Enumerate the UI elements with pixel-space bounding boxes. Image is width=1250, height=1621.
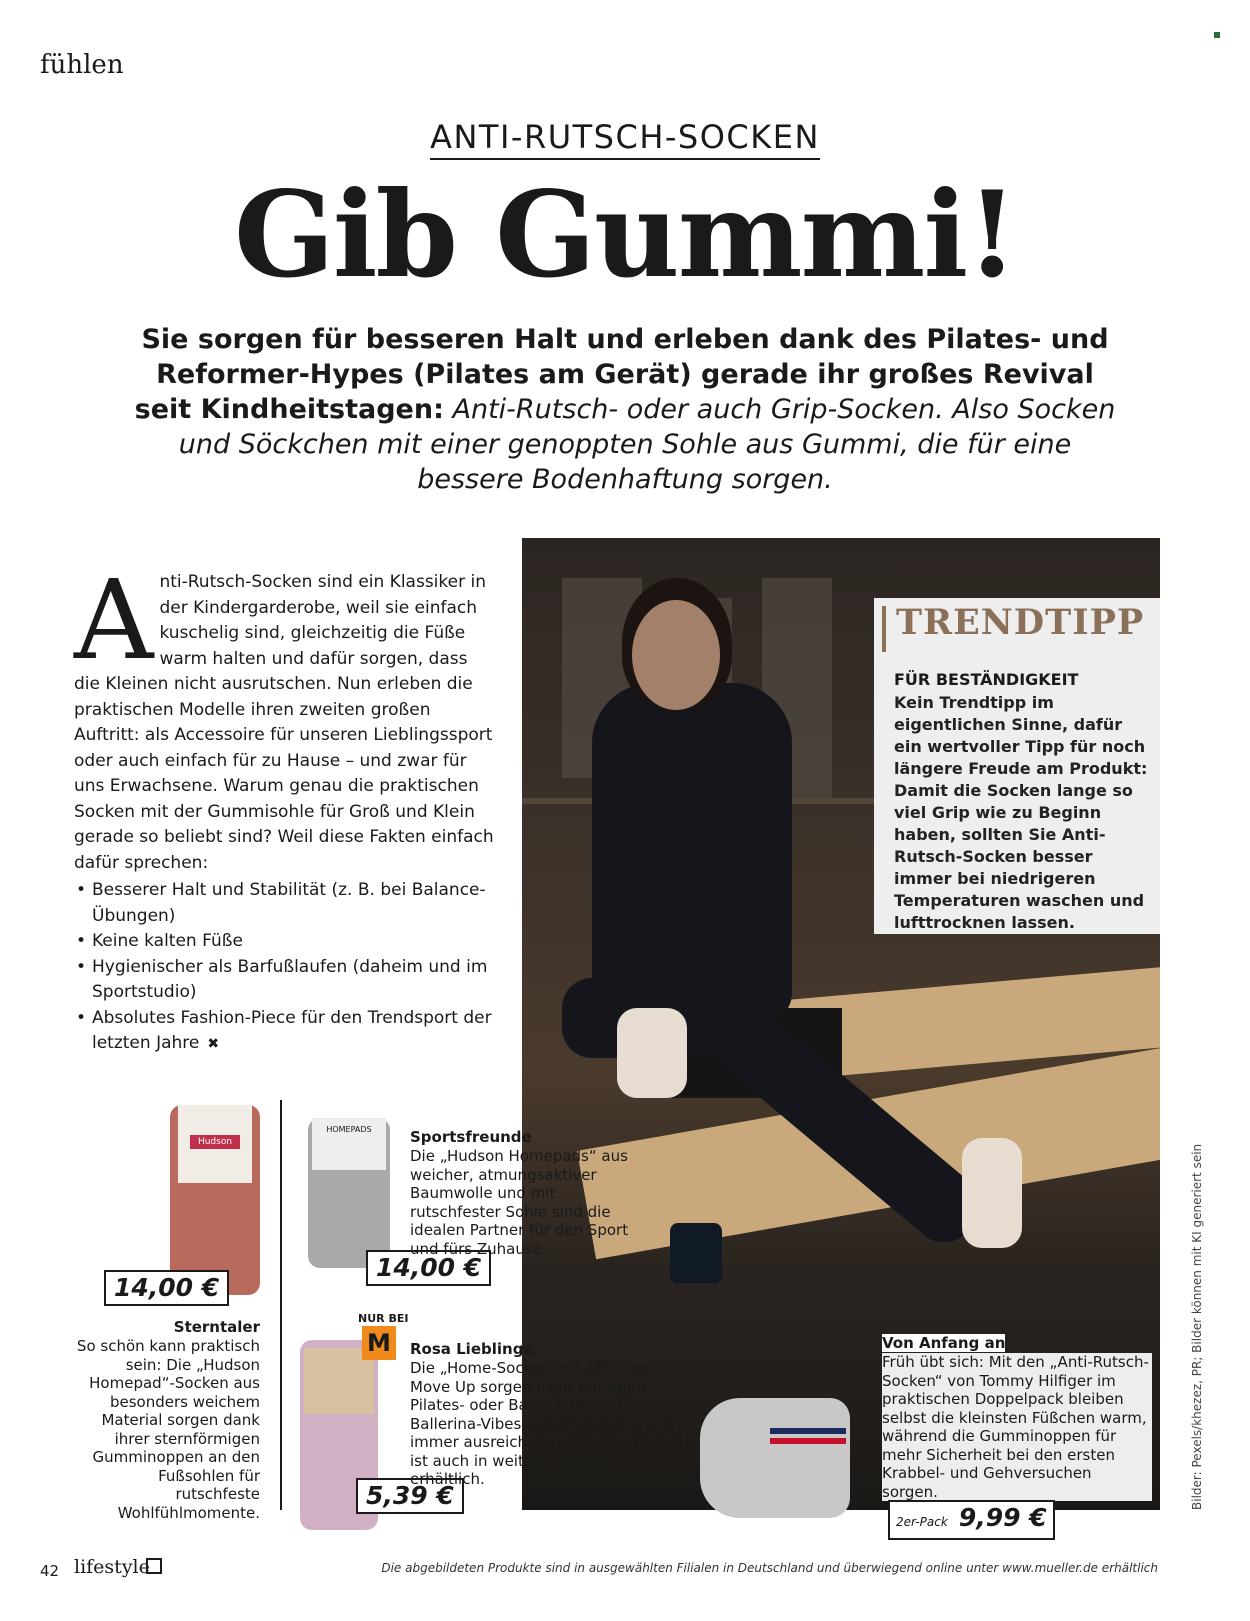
corner-mark-icon [1214,32,1220,38]
product-image-sportsfreunde [308,1118,390,1268]
product-text: Die „Hudson Homepads“ aus weicher, atmungsaktiver Baumwolle und mit rutschfester Sohle sind die idealen Partner für den Sport und fürs Zuhause. [410,1147,629,1258]
woman-face [632,600,720,710]
product-title: Sportsfreunde [410,1128,532,1146]
product-label: HOMEPADS [326,1125,372,1134]
shop-logo-icon: M [362,1326,396,1360]
headline: Gib Gummi! [233,165,1017,304]
sock-stripe [770,1428,846,1434]
product-image-sterntaler [170,1105,260,1295]
trendtipp-text: Kein Trendtipp im eigentlichen Sinne, dafür ein wertvoller Tipp für noch längere Freude am Produkt: Damit die Socken lange so viel Grip wie zu Beginn haben, sollten Sie Anti-Rutsch-Socken besser immer bei niedrigeren Temperaturen waschen und lufttrocknen lassen. [894,693,1148,932]
trendtipp-title: TRENDTIPP [896,602,1145,643]
intro-regular: Anti-Rutsch- oder auch Grip-Socken. Also Socken und Söckchen mit einer genoppten Sohle aus Gummi, die für eine bessere Bodenhaftung sorgen. [178,394,1116,495]
sock-right [962,1138,1022,1248]
fact-item: • Besserer Halt und Stabilität (z. B. bei Balance-Übungen) [74,878,494,929]
sock-left [617,1008,687,1098]
reformer-logo-plate [670,1223,722,1283]
section-label: fühlen [40,50,124,80]
price-tag: 5,39 € [356,1478,464,1514]
woman-torso [592,683,792,1023]
page-number: 42 [40,1562,60,1580]
price-tag: 9,99 € [958,1503,1047,1532]
trendtipp-box [874,598,1160,934]
fact-item: • Hygienischer als Barfußlaufen (daheim und im Sportstudio) [74,955,494,1006]
fact-item [74,1006,494,1058]
column-divider [280,1100,282,1510]
footer-logo-icon [146,1558,162,1574]
end-mark-icon: ✖ [207,1036,220,1052]
trendtipp-accent-bar [882,606,886,652]
fact-item: • Keine kalten Füße [74,929,494,955]
shop-badge-label: NUR BEI [358,1312,409,1325]
intro-bold: Sie sorgen für besseren Halt und erleben dank des Pilates- und Reformer-Hypes (Pilates am Gerät) gerade ihr großes Revival seit Kindheitstagen: [134,324,1109,425]
kicker-text: ANTI-RUTSCH-SOCKEN [430,118,820,160]
footer-brand: lifestyle [74,1556,150,1578]
price-tag: 14,00 € [104,1270,229,1306]
product-label: Hudson [190,1135,240,1149]
product-title: Sterntaler [173,1318,260,1336]
price-tag-box [888,1500,1055,1540]
dropcap: A [74,556,154,684]
price-prefix: 2er-Pack [896,1515,948,1529]
sock-stripe [770,1438,846,1444]
product-text: So schön kann praktisch sein: Die „Hudson Homepad“-Socken aus besonders weichem Material sorgen dank ihrer sternförmigen Gumminoppen an den Fußsohlen für rutschfeste Wohlfühlmomente. [76,1337,260,1522]
product-title: Von Anfang an [882,1334,1006,1352]
product-text: Die „Home-Socken mit ABS“ von Move Up sorgen nicht nur beim Pilates- oder Barre-Training für echte Ballerina-Vibes, sondern geben uns immer ausreichend Halt. Das Modell ist auch in weiteren Farben erhältlich. [410,1359,685,1488]
body-text [74,556,494,1058]
price-tag: 14,00 € [366,1250,491,1286]
image-credit: Bilder: Pexels/khezez, PR; Bilder können mit KI generiert sein [1190,1143,1204,1510]
product-title: Rosa Lieblinge [410,1340,534,1358]
body-paragraph: nti-Rutsch-Socken sind ein Klassiker in der Kindergarderobe, weil sie einfach kuschelig sind, gleichzeitig die Füße warm halten und dafür sorgen, dass die Kleinen nicht ausrutschen. Nun erleben die praktischen Modelle ihren zweiten großen Auftritt: als Accessoire für unseren Lieblingssport oder auch einfach für zu Hause – und zwar für uns Erwachsene. Warum genau die praktischen Socken mit der Gummisohle für Groß und Klein gerade so beliebt sind? Weil diese Fakten einfach dafür sprechen: [74,572,494,873]
trendtipp-subtitle: FÜR BESTÄNDIGKEIT [894,670,1079,689]
product-text: Früh übt sich: Mit den „Anti-Rutsch-Socken“ von Tommy Hilfiger im praktischen Doppelpack bleiben selbst die kleinsten Füßchen warm, während die Gumminoppen für mehr Sicherheit bei den ersten Krabbel- und Gehversuchen sorgen. [882,1353,1152,1501]
fact-item-text: Absolutes Fashion-Piece für den Trendsport der letzten Jahre [92,1007,492,1053]
kicker [0,118,1250,156]
product-image-von-anfang-an [700,1398,850,1518]
intro-paragraph [130,322,1120,497]
footer-note: Die abgebildeten Produkte sind in ausgewählten Filialen in Deutschland und überwiegend online unter www.mueller.de erhältlich [381,1561,1158,1575]
fact-list [74,878,494,1058]
